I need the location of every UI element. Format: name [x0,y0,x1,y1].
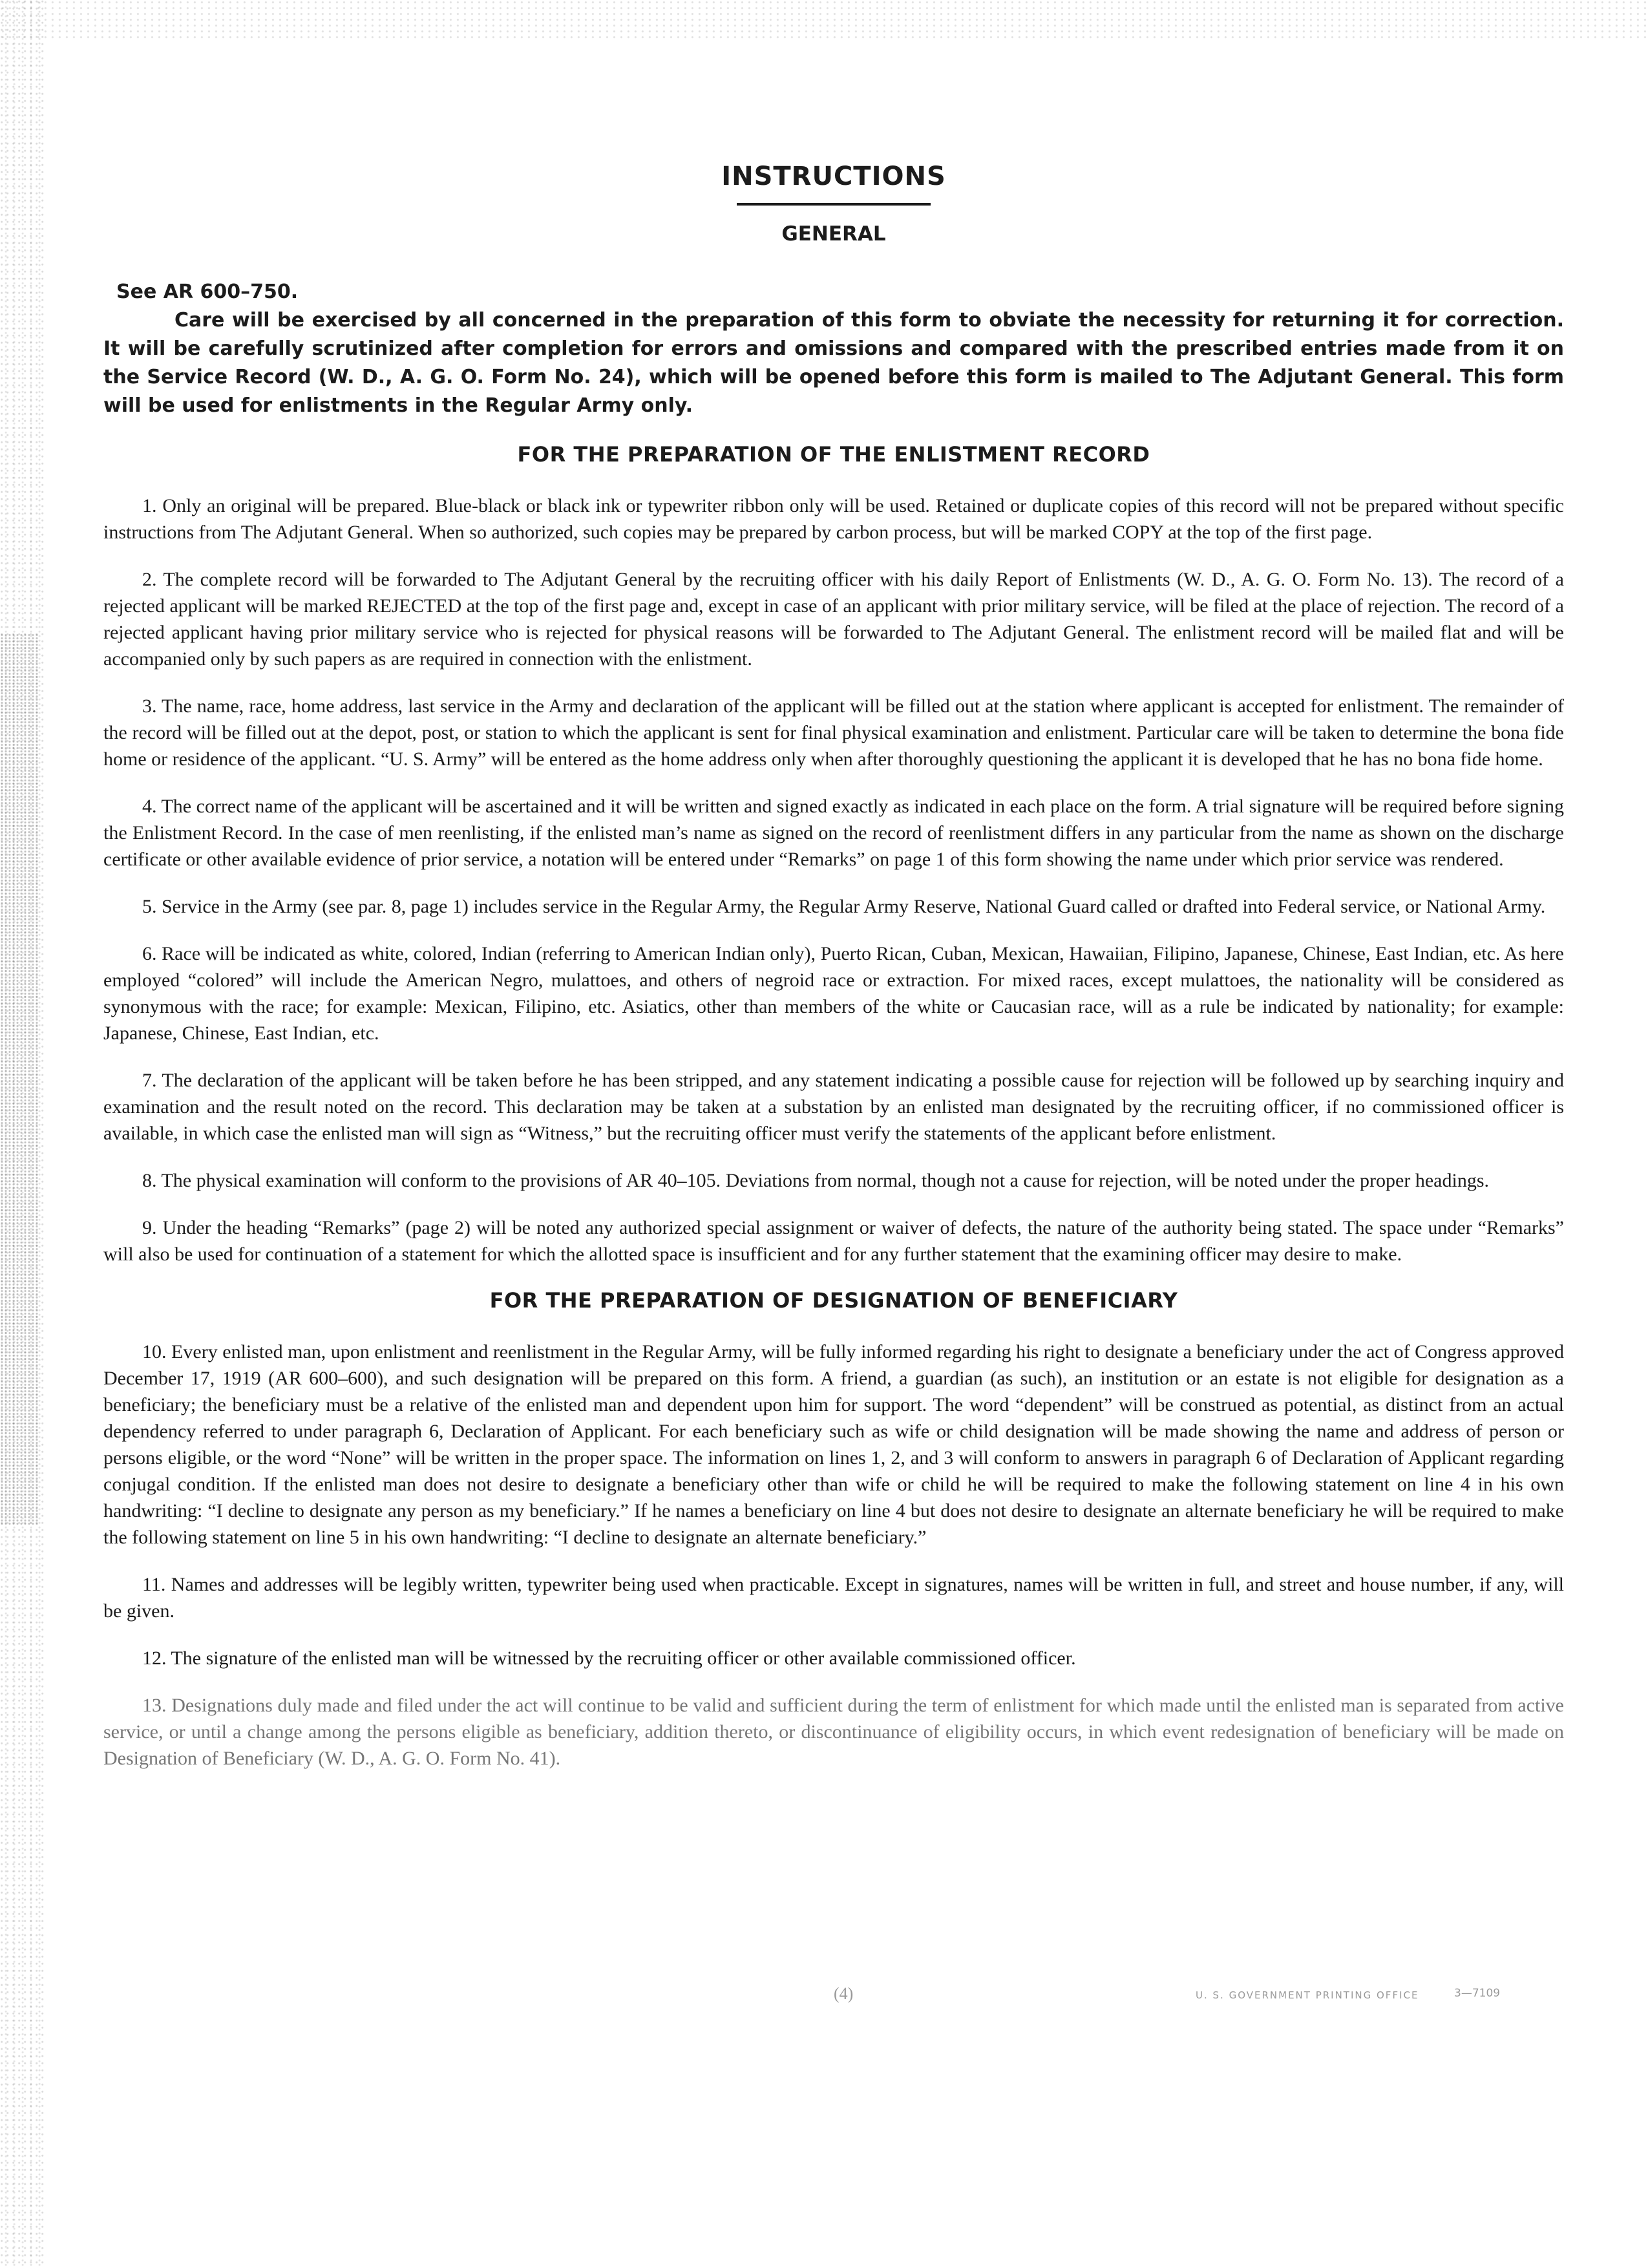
form-code: 3—7109 [1454,1987,1501,2000]
instruction-item-1: 1. Only an original will be prepared. Blue-black or black ink or typewriter ribbon only will be used. Retained or duplicate copies of this record will not be prepared without specific instructions from The Adjutant General. When so authorized, such copies may be prepared by carbon process, but will be marked COPY at the top of the first page. [103,495,1564,543]
page-number: (4) [834,1984,854,2003]
general-text: Care will be exercised by all concerned in the preparation of this form to obviate the necessity for returning it for correction. It will be carefully scrutinized after completion for errors and omissions and compared with the prescribed entries made from it on the Service Record (W. D., A. G. O. Form No. 24), which will be opened before this form is mailed to The Adjutant General. This form will be used for enlistments in the Regular Army only. [103,309,1564,417]
instruction-item-8: 8. The physical examination will conform to the provisions of AR 40–105. Deviations from normal, though not a cause for rejection, will be noted under the proper headings. [142,1170,1489,1191]
section-heading-enlistment: FOR THE PREPARATION OF THE ENLISTMENT RECORD [517,442,1150,467]
instruction-item-9: 9. Under the heading “Remarks” (page 2) will be noted any authorized special assignment or waiver of defects, the nature of the authority being stated. The space under “Remarks” will also be used for continuation of a statement for which the allotted space is insufficient and for any further statement that the examining officer may desire to make. [103,1217,1564,1265]
page-subtitle: GENERAL [781,222,886,246]
section-heading-beneficiary: FOR THE PREPARATION OF DESIGNATION OF BENEFICIARY [489,1288,1178,1313]
instruction-item-5: 5. Service in the Army (see par. 8, page 1) includes service in the Regular Army, the Regular Army Reserve, National Guard called or drafted into Federal service, or National Army. [142,896,1546,917]
printer-imprint: U. S. GOVERNMENT PRINTING OFFICE [1196,1989,1419,2001]
instruction-item-3: 3. The name, race, home address, last service in the Army and declaration of the applicant will be filled out at the station where applicant is accepted for enlistment. The remainder of the record will be filled out at the depot, post, or station to which the applicant is sent for final physical examination and enlistment. Particular care will be taken to determine the bona fide home or residence of the applicant. “U. S. Army” will be entered as the home address only when after thoroughly questioning the applicant it is developed that he has no bona fide home. [103,695,1564,770]
scan-noise-top [0,0,1648,39]
instruction-item-2: 2. The complete record will be forwarded to The Adjutant General by the recruiting officer with his daily Report of Enlistments (W. D., A. G. O. Form No. 13). The record of a rejected applicant will be marked REJECTED at the top of the first page and, except in case of an applicant with prior military service, will be filed at the place of rejection. The record of a rejected applicant having prior military service who is rejected for physical reasons will be forwarded to The Adjutant General. The enlistment record will be mailed flat and will be accompanied only by such papers as are required in connection with the enlistment. [103,569,1564,670]
general-reference: See AR 600–750. [116,281,299,303]
instruction-item-11: 11. Names and addresses will be legibly written, typewriter being used when practicable. Except in signatures, names will be written in full, and street and house number, if any, will be given. [103,1574,1564,1622]
instruction-item-6: 6. Race will be indicated as white, colored, Indian (referring to American Indian only), Puerto Rican, Cuban, Mexican, Hawaiian, Filipino, Japanese, Chinese, East Indian, etc. As here employed “colored” will include the American Negro, mulattoes, and others of negroid race or extraction. For mixed races, except mulattoes, the nationality will be considered as synonymous with the race; for example: Mexican, Filipino, etc. Asiatics, other than members of the white or Caucasian race, will as a rule be indicated by nationality; for example: Japanese, Chinese, East Indian, etc. [103,943,1564,1044]
instruction-item-4: 4. The correct name of the applicant will be ascertained and it will be written and signed exactly as indicated in each place on the form. A trial signature will be required before signing the Enlistment Record. In the case of men reenlisting, if the enlisted man’s name as signed on the record of reenlistment differs in any particular from the name as shown on the discharge certificate or other available evidence of prior service, a notation will be entered under “Remarks” on page 1 of this form showing the name under which prior service was rendered. [103,796,1564,870]
instruction-item-7: 7. The declaration of the applicant will be taken before he has been stripped, and any statement indicating a possible cause for rejection will be followed up by searching inquiry and examination and the result noted on the record. This declaration may be taken at a substation by an enlisted man designated by the recruiting officer, if no commissioned officer is available, in which case the enlisted man will sign as “Witness,” but the recruiting officer must verify the statements of the applicant before enlistment. [103,1070,1564,1144]
title-divider [737,203,931,206]
general-instructions [103,278,1564,420]
scan-smudge [0,633,39,1525]
document-page [103,142,1564,1792]
page-title: INSTRUCTIONS [721,162,946,191]
instruction-item-10: 10. Every enlisted man, upon enlistment and reenlistment in the Regular Army, will be fully informed regarding his right to designate a beneficiary under the act of Congress approved December 17, 1919 (AR 600–600), and such designation will be prepared on this form. A friend, a guardian (as such), an institution or an estate is not eligible for designation as a beneficiary; the beneficiary must be a relative of the enlisted man and dependent upon him for support. The word “dependent” will be construed as potential, as distinct from an actual dependency referred to under paragraph 6, Declaration of Applicant. For each beneficiary such as wife or child designation will be made showing the name and address of person or persons eligible, or the word “None” will be written in the proper space. The information on lines 1, 2, and 3 will conform to answers in paragraph 6 of Declaration of Applicant regarding conjugal condition. If the enlisted man does not desire to designate a beneficiary other than wife or child he will be required to make the following statement on line 4 in his own handwriting: “I decline to designate any person as my beneficiary.” If he names a beneficiary on line 4 but does not desire to designate an alternate beneficiary he will be required to make the following statement on line 5 in his own handwriting: “I decline to designate an alternate beneficiary.” [103,1341,1564,1548]
instruction-item-13: 13. Designations duly made and filed under the act will continue to be valid and sufficient during the term of enlistment for which made until the enlisted man is separated from active service, or until a change among the persons eligible as beneficiary, addition thereto, or discontinuance of eligibility occurs, in which event redesignation of beneficiary will be made on Designation of Beneficiary (W. D., A. G. O. Form No. 41). [103,1695,1564,1769]
instruction-item-12: 12. The signature of the enlisted man will be witnessed by the recruiting officer or other available commissioned officer. [142,1648,1076,1669]
